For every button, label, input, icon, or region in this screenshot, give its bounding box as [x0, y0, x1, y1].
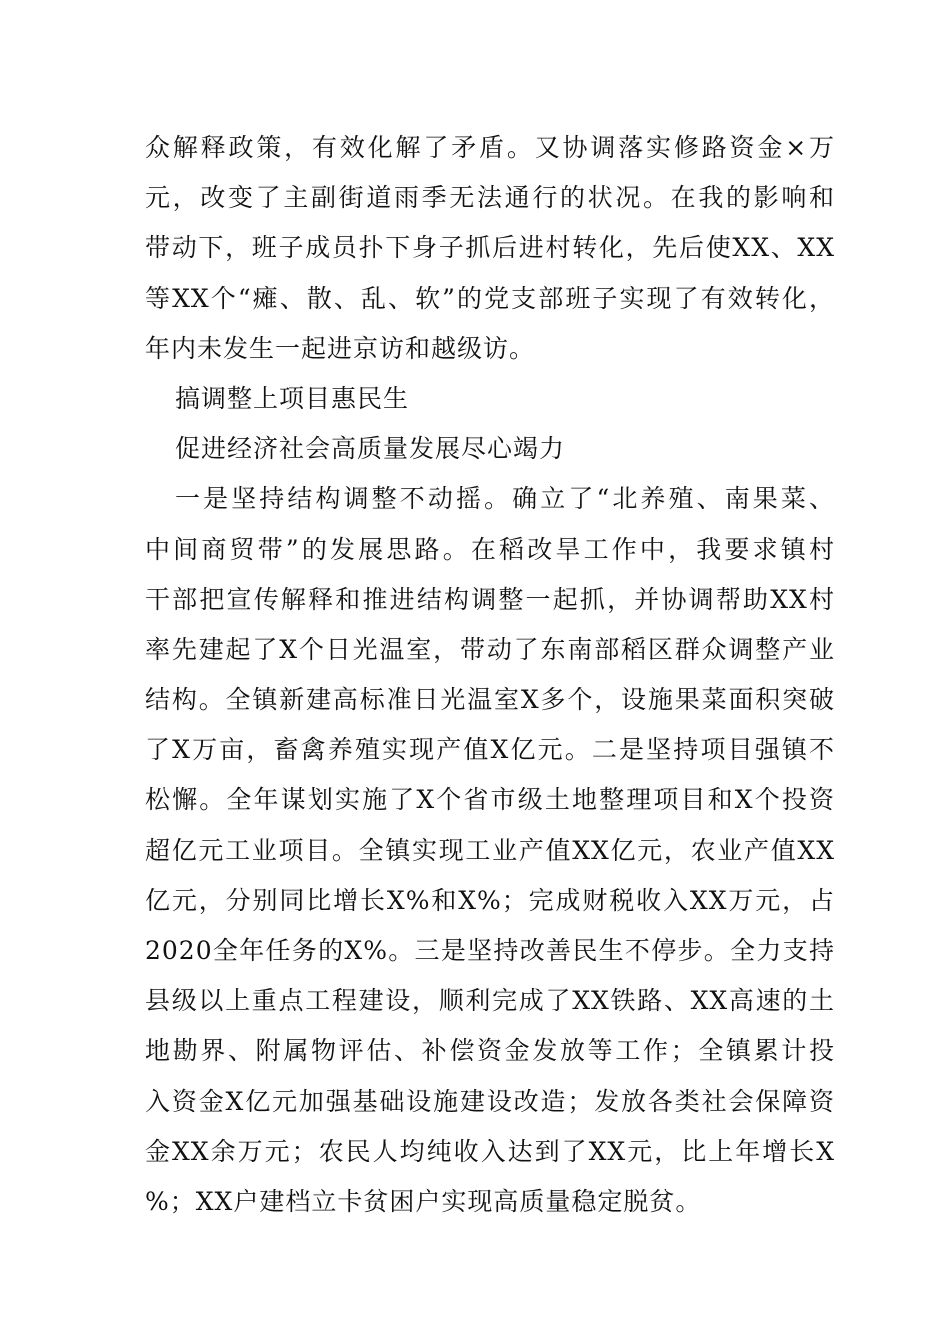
paragraph-line: 亿元，分别同比增长X%和X%；完成财税收入XX万元，占: [145, 885, 835, 915]
section-subheading: 促进经济社会高质量发展尽心竭力: [175, 434, 566, 464]
document-body: [145, 123, 835, 1227]
paragraph-line: 众解释政策，有效化解了矛盾。又协调落实修路资金×万: [145, 133, 835, 162]
paragraph-line: 等XX个“瘫、散、乱、软”的党支部班子实现了有效转化，: [145, 283, 835, 313]
paragraph-line: 结构。全镇新建高标准日光温室X多个，设施果菜面积突破: [145, 685, 835, 715]
section-heading: 搞调整上项目惠民生: [175, 383, 410, 413]
paragraph-line: 一是坚持结构调整不动摇。确立了“北养殖、南果菜、: [175, 484, 835, 514]
paragraph-line: 超亿元工业项目。全镇实现工业产值XX亿元，农业产值XX: [145, 835, 835, 865]
paragraph-line: 金XX余万元；农民人均纯收入达到了XX元，比上年增长X: [145, 1136, 835, 1166]
paragraph-line: 了X万亩，畜禽养殖实现产值X亿元。二是坚持项目强镇不: [145, 735, 835, 765]
paragraph-line: %；XX户建档立卡贫困户实现高质量稳定脱贫。: [145, 1186, 702, 1216]
paragraph-line: 率先建起了X个日光温室，带动了东南部稻区群众调整产业: [145, 634, 835, 664]
paragraph-line: 年内未发生一起进京访和越级访。: [145, 333, 536, 363]
paragraph-line: 中间商贸带”的发展思路。在稻改旱工作中，我要求镇村: [145, 534, 835, 564]
paragraph-line: 元，改变了主副街道雨季无法通行的状况。在我的影响和: [145, 183, 835, 213]
paragraph-line: 松懈。全年谋划实施了X个省市级土地整理项目和X个投资: [145, 785, 835, 815]
paragraph-line: 干部把宣传解释和推进结构调整一起抓，并协调帮助XX村: [145, 584, 835, 614]
paragraph-line: 县级以上重点工程建设，顺利完成了XX铁路、XX高速的土: [145, 986, 835, 1016]
paragraph-line: 2020全年任务的X%。三是坚持改善民生不停步。全力支持: [145, 936, 835, 965]
paragraph-line: 带动下，班子成员扑下身子抓后进村转化，先后使XX、XX: [145, 233, 835, 263]
paragraph-line: 地勘界、附属物评估、补偿资金发放等工作；全镇累计投: [145, 1036, 835, 1066]
paragraph-line: 入资金X亿元加强基础设施建设改造；发放各类社会保障资: [145, 1086, 835, 1116]
